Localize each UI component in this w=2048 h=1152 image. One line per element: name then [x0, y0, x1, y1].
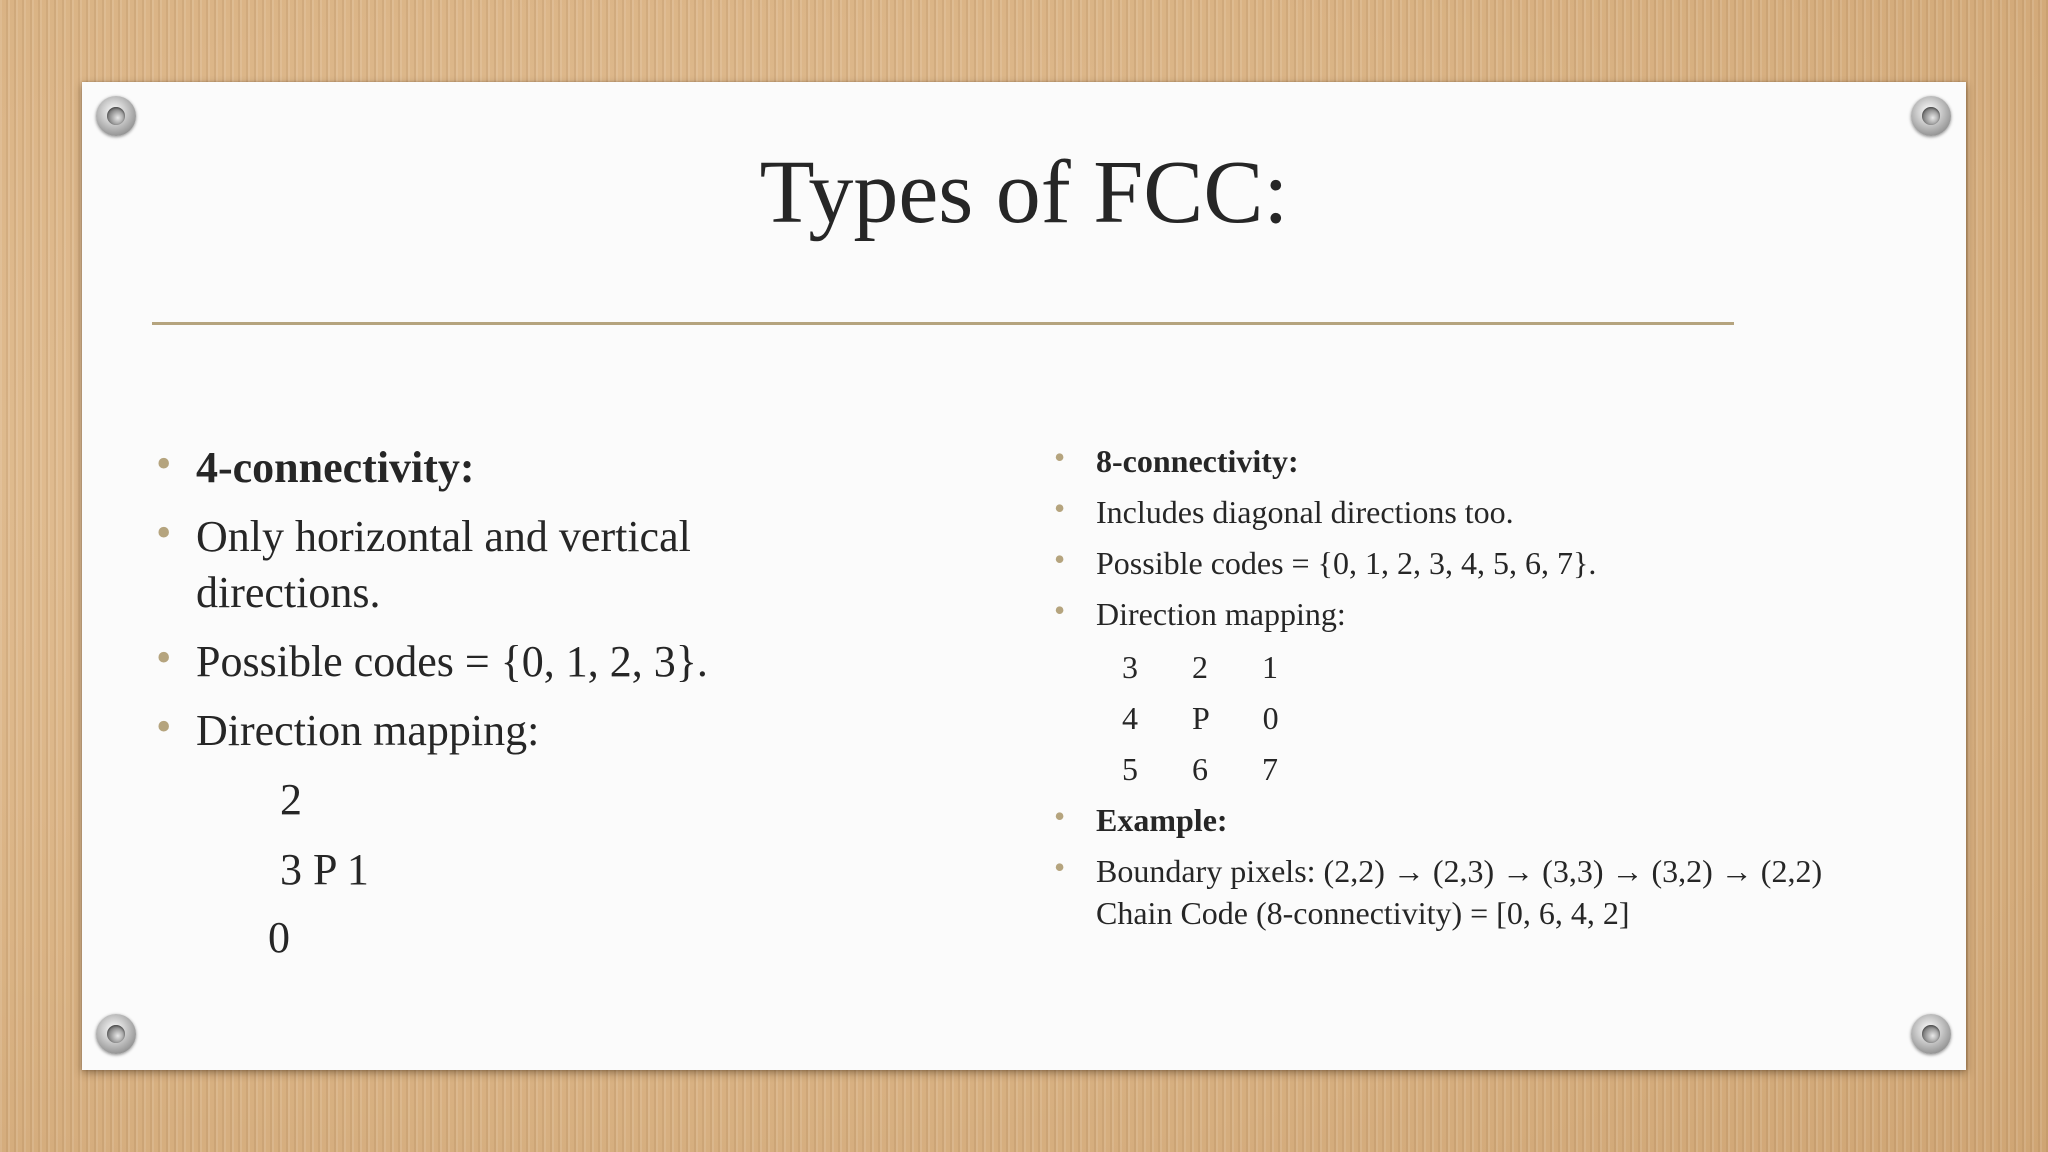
list-item: [1054, 541, 1856, 584]
list-item: [1054, 439, 1856, 482]
left-line-1: Only horizontal and vertical directions.: [196, 512, 691, 617]
left-line-3: Direction mapping:: [196, 706, 540, 755]
list-item: [1054, 849, 1856, 934]
right-heading: 8-connectivity:: [1096, 443, 1299, 479]
right-map-row-1: 3 2 1: [1122, 649, 1278, 685]
rivet-bottom-left-icon: [96, 1014, 136, 1054]
left-heading: 4-connectivity:: [196, 443, 475, 492]
boundary-pixels: Boundary pixels: (2,2) → (2,3) → (3,3) → (3,2) → (2,2): [1096, 853, 1823, 889]
bullet-icon: •: [1054, 849, 1066, 885]
right-bullet-list-top: [1054, 439, 1856, 644]
rivet-bottom-right-icon: [1911, 1014, 1951, 1054]
list-item: [156, 508, 816, 621]
right-line-3: Direction mapping:: [1096, 596, 1346, 632]
list-item: [156, 439, 816, 496]
list-item: [156, 702, 816, 759]
right-bullet-list-bottom: [1054, 798, 1856, 943]
example-heading: Example:: [1096, 802, 1228, 838]
bullet-icon: •: [1054, 798, 1066, 834]
bullet-icon: •: [156, 702, 172, 751]
bullet-icon: •: [1054, 541, 1066, 577]
list-item: [1054, 592, 1856, 635]
slide-title: Types of FCC:: [759, 143, 1289, 242]
bullet-icon: •: [1054, 592, 1066, 628]
chain-code: Chain Code (8-connectivity) = [0, 6, 4, 2]: [1096, 895, 1630, 931]
list-item: [1054, 798, 1856, 841]
right-line-1: Includes diagonal directions too.: [1096, 494, 1514, 530]
rivet-top-left-icon: [96, 96, 136, 136]
bullet-icon: •: [1054, 490, 1066, 526]
bullet-icon: •: [156, 439, 172, 488]
list-item: [1054, 490, 1856, 533]
bullet-icon: •: [1054, 439, 1066, 475]
title-divider: [152, 322, 1734, 325]
right-map-row-2: 4 P 0: [1122, 700, 1279, 736]
left-map-row-3: 0: [268, 913, 290, 962]
right-line-2: Possible codes = {0, 1, 2, 3, 4, 5, 6, 7}.: [1096, 545, 1597, 581]
left-line-2: Possible codes = {0, 1, 2, 3}.: [196, 637, 708, 686]
list-item: [156, 633, 816, 690]
bullet-icon: •: [156, 633, 172, 682]
left-map-row-1: 2: [280, 775, 302, 824]
right-map-row-3: 5 6 7: [1122, 751, 1278, 787]
left-map-row-2: 3 P 1: [280, 845, 369, 894]
left-bullet-list: [156, 439, 816, 772]
rivet-top-right-icon: [1911, 96, 1951, 136]
bullet-icon: •: [156, 508, 172, 557]
